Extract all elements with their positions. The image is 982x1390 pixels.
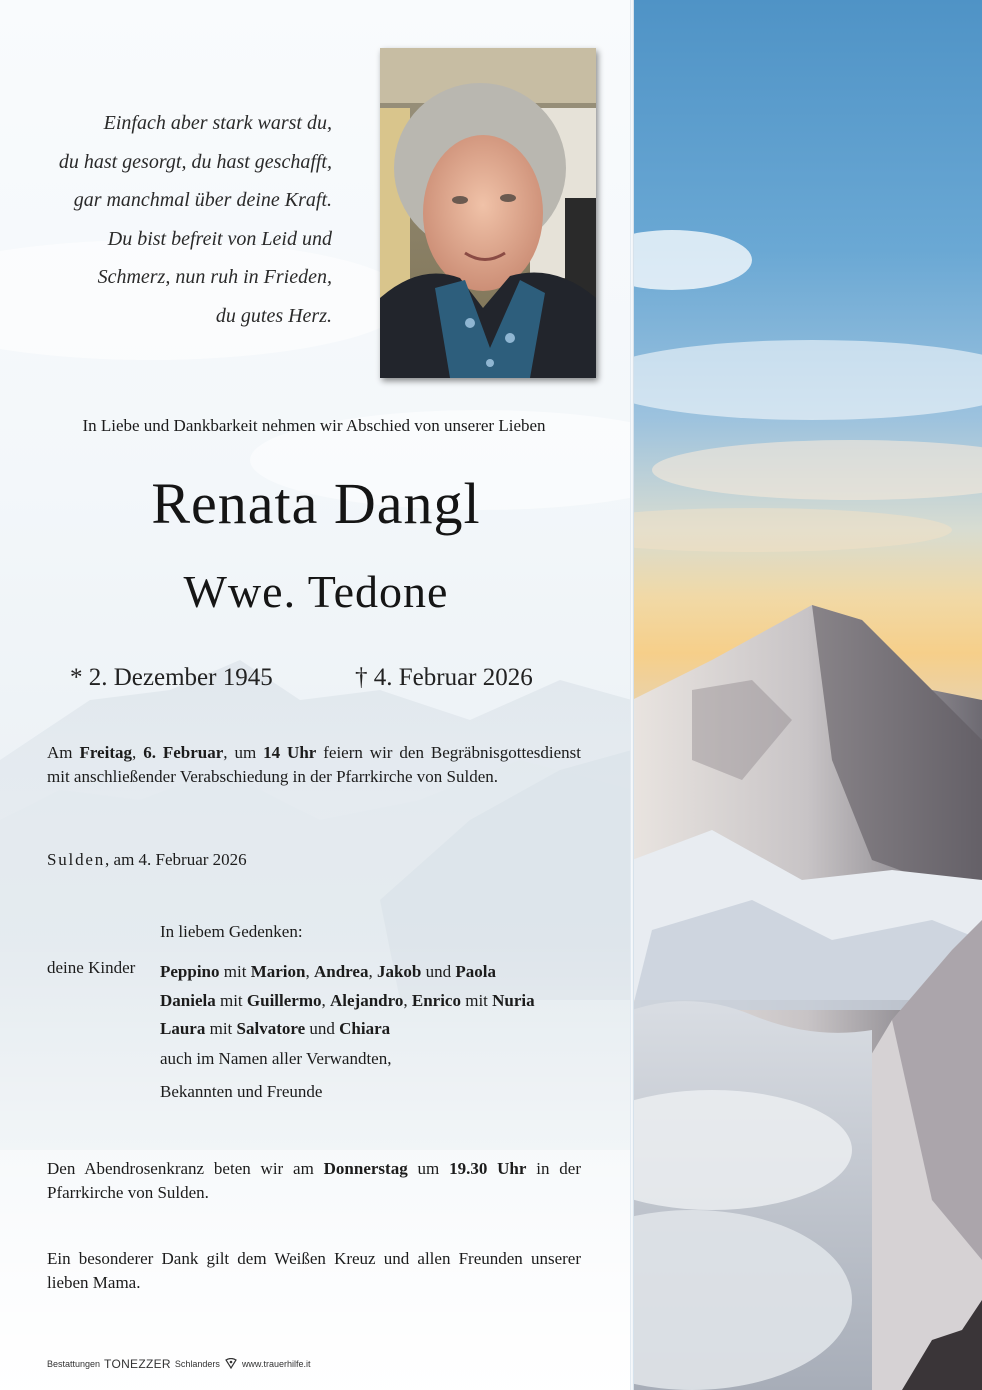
poem (40, 104, 332, 335)
funeral-date: 6. Februar (143, 743, 224, 762)
footer-town: Schlanders (174, 1359, 220, 1369)
poem-line: du gutes Herz. (215, 304, 332, 327)
poem-line: du hast gesorgt, du hast geschafft, (58, 150, 332, 173)
kids-label: deine Kinder (47, 958, 136, 977)
birth-date: * 2. Dezember 1945 (70, 664, 273, 691)
kids-line: Peppino mit Marion, Andrea, Jakob und Paola (160, 962, 496, 981)
kids-line: Daniela mit Guillermo, Alejandro, Enrico mit Nuria (160, 990, 535, 1010)
panel-divider (630, 0, 634, 1390)
kids-list (160, 958, 590, 1044)
funeral-day: Freitag (79, 743, 132, 762)
poem-line: Schmerz, nun ruh in Frieden, (97, 266, 332, 288)
poem-line: gar manchmal über deine Kraft. (73, 189, 332, 211)
rosary-info: Den Abendrosenkranz beten wir am Donnerstag um 19.30 Uhr in der Pfarrkirche von Sulden. (47, 1159, 582, 1202)
death-date: † 4. Februar 2026 (355, 664, 533, 691)
footer (47, 1357, 310, 1371)
poem-line: Du bist befreit von Leid und (107, 227, 332, 250)
funeral-info: Am Freitag, 6. Februar, um 14 Uhr feiern wir den Begräbnisgottesdienst mit anschließender Verabschiedung in der Pfarrkirche von Sulden. (47, 743, 582, 786)
portrait-photo (380, 48, 596, 378)
intro-text: In Liebe und Dankbarkeit nehmen wir Abschied von unserer Lieben (82, 416, 546, 435)
funeral-time: 14 Uhr (263, 743, 317, 762)
place-date: Sulden, am 4. Februar 2026 (47, 850, 247, 869)
widow-name: Wwe. Tedone (183, 566, 449, 617)
relatives-line: Bekannten und Freunde (160, 1082, 323, 1101)
thanks-text: Ein besonderer Dank gilt dem Weißen Kreuz und allen Freunden unserer lieben Mama. (47, 1249, 581, 1292)
poem-line: Einfach aber stark warst du, (103, 112, 332, 134)
trauerhilfe-logo-icon (224, 1358, 238, 1371)
deceased-name: Renata Dangl (151, 471, 481, 536)
memory-heading: In liebem Gedenken: (160, 922, 303, 941)
mountain-photo (632, 0, 982, 1390)
relatives-line: auch im Namen aller Verwandten, (160, 1049, 392, 1068)
kids-line: Laura mit Salvatore und Chiara (160, 1019, 391, 1038)
footer-brand: TONEZZER (104, 1357, 171, 1371)
footer-prefix: Bestattungen (47, 1359, 101, 1369)
footer-url[interactable]: www.trauerhilfe.it (241, 1359, 311, 1369)
